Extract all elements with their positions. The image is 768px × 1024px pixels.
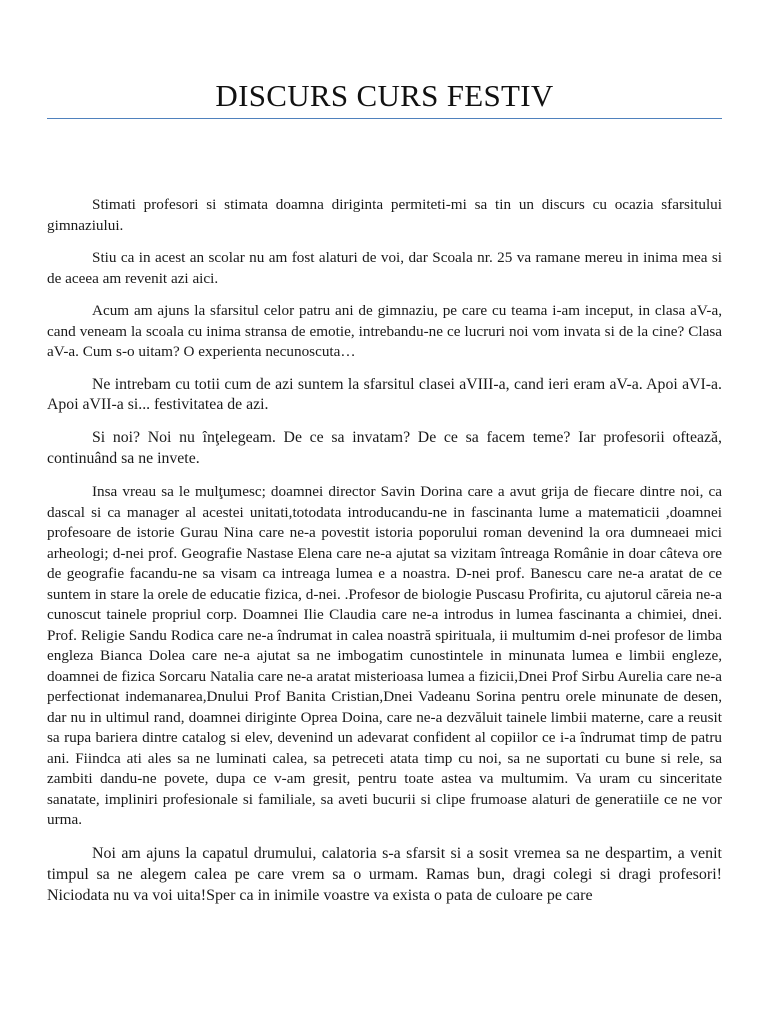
paragraph-school: Stiu ca in acest an scolar nu am fost alaturi de voi, dar Scoala nr. 25 va ramane mereu in inima mea si de aceea am revenit azi aici. <box>47 249 722 287</box>
paragraph-beginning: Acum am ajuns la sfarsitul celor patru ani de gimnaziu, pe care cu teama i-am inceput, in clasa aV-a, cand veneam la scoala cu inima stransa de emotie, intrebandu-ne ce lucruri noi vom invata si de la cine? Clasa aV-a. Cum s-o uitam? O experienta necunoscuta… <box>47 302 722 360</box>
paragraph-years: Ne intrebam cu totii cum de azi suntem la sfarsitul clasei aVIII-a, cand ieri eram aV-a. Apoi aVI-a. Apoi aVII-a si... festivitatea de azi. <box>47 375 722 414</box>
paragraph-farewell: Noi am ajuns la capatul drumului, calatoria s-a sfarsit si a sosit vremea sa ne despartim, a venit timpul sa ne alegem calea pe care vrem sa o urmam. Ramas bun, dragi colegi si dragi profesori! Niciodata nu va voi uita!Sper ca in inimile voastre va exista o pata de culoare pe care <box>47 844 722 905</box>
paragraph-question: Si noi? Noi nu înţelegeam. De ce sa invatam? De ce sa facem teme? Iar profesorii oftează, continuând sa ne invete. <box>47 429 722 468</box>
document-title: DISCURS CURS FESTIV <box>215 78 554 113</box>
paragraph-thanks: Insa vreau sa le mulţumesc; doamnei director Savin Dorina care a avut grija de fiecare dintre noi, ca dascal si ca manager al acestei unitati,totodata introducandu-ne in fascinanta lume a matematicii ,doamnei profesoare de istorie Gurau Nina care ne-a povestit istoria poporului roman devenind la ora dumneaei mici arheologi; d-nei prof. Geografie Nastase Elena care ne-a ajutat sa vizitam întreaga Românie in doar câteva ore de geografie facandu-ne sa visam ca intreaga lumea e a noastra. D-nei prof. Banescu care ne-a aratat de ce suntem in stare la orele de educatie fizica, d-nei. .Profesor de biologie Puscasu Profirita, cu ajutorul căreia ne-a cunoscut tainele propriul corp. Doamnei Ilie Claudia care ne-a introdus in lumea fascinanta a chimiei, dnei. Prof. Religie Sandu Rodica care ne-a îndrumat in calea noastră spirituala, ii multumim d-nei profesor de limba engleza Bianca Dolea care ne-a ajutat sa ne imbogatim cunostintele in minunata lumea e limbii engleze, doamnei de fizica Sorcaru Natalia care ne-a aratat misterioasa lumea a fizicii,Dnei Prof Sirbu Aurelia care ne-a perfectionat indemanarea,Dnului Prof Banita Cristian,Dnei Vadeanu Sorina pentru orele minunate de desen, dar nu in ultimul rand, doamnei diriginte Oprea Doina, care ne-a dezvăluit tainele limbii materne, care a reusit sa rupa bariera dintre catalog si elev, devenind un adevarat confident al copiilor ce i-a îndrumat timp de patru ani. Fiindca ati ales sa ne luminati calea, sa petreceti atata timp cu noi, sa ne suportati cu bune si rele, sa zambiti dandu-ne povete, dupa ce v-am gresit, pentru toate astea va multumim. Va uram cu sinceritate sanatate, impliniri profesionale si familiale, sa aveti bucurii si clipe frumoase alaturi de generatiile ce ne vor urma. <box>47 483 722 829</box>
paragraph-greeting: Stimati profesori si stimata doamna diriginta permiteti-mi sa tin un discurs cu ocazia sfarsitului gimnaziului. <box>47 196 722 234</box>
title-underline <box>47 118 722 119</box>
document-body <box>47 195 722 918</box>
